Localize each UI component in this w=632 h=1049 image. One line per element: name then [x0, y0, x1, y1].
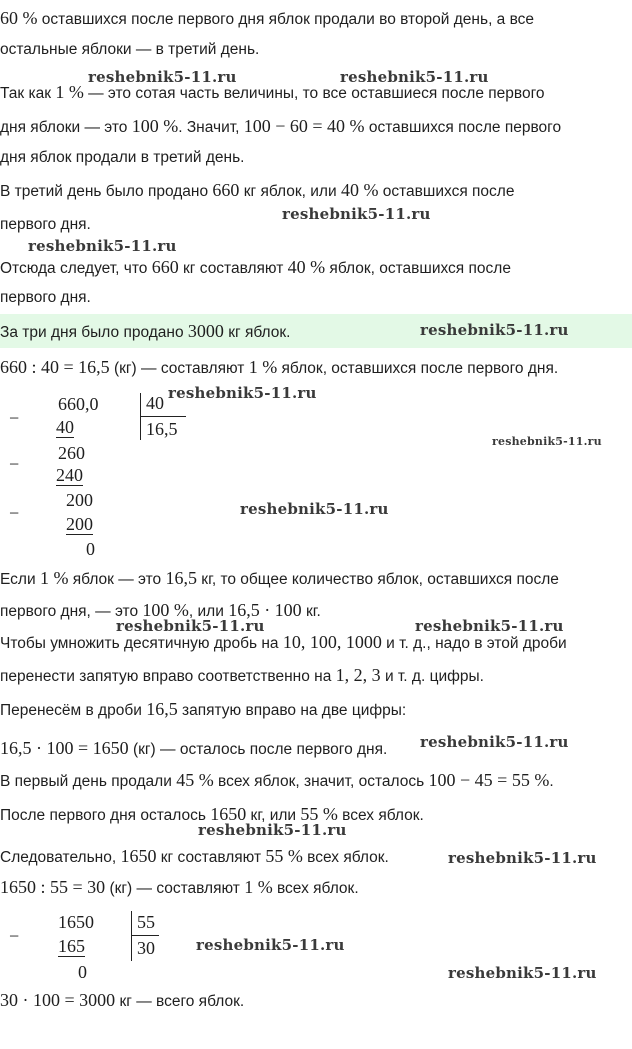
quotient: 16,5 [146, 419, 178, 439]
division-step: 165 [58, 936, 85, 956]
math-expression: 10, 100, 1000 [282, 632, 382, 652]
text-segment: В третий день было продано [0, 183, 213, 200]
math-expression: 16,5 [146, 699, 178, 719]
watermark: reshebnik5-11.ru [88, 68, 237, 86]
watermark: reshebnik5-11.ru [420, 321, 569, 339]
text-line [0, 632, 567, 654]
watermark: reshebnik5-11.ru [240, 500, 389, 518]
watermark: reshebnik5-11.ru [448, 964, 597, 982]
text-segment: всех яблок. [302, 849, 389, 866]
minus-sign: − [9, 408, 20, 428]
minus-sign: − [9, 926, 20, 946]
text-segment: . Значит, [178, 119, 244, 136]
divisor: 55 [137, 912, 155, 932]
minus-sign: − [9, 454, 20, 474]
math-expression: 660 : 40 = 16,5 [0, 357, 110, 377]
math-expression: 16,5 [165, 568, 197, 588]
text-line [0, 357, 558, 379]
text-segment: кг составляют [156, 849, 266, 866]
watermark: reshebnik5-11.ru [196, 936, 345, 954]
watermark: reshebnik5-11.ru [28, 237, 177, 255]
division-step: 200 [66, 514, 93, 534]
watermark: reshebnik5-11.ru [415, 617, 564, 635]
text-line [0, 40, 259, 60]
text-segment: — это сотая часть величины, то все оставшиеся после первого [83, 85, 545, 102]
text-segment: кг яблок. [223, 324, 291, 341]
text-segment: (кг) — осталось после первого дня. [128, 741, 388, 758]
text-segment: Перенесём в дроби [0, 702, 147, 719]
text-segment: кг, то общее количество яблок, оставшихся после [196, 571, 559, 588]
division-step: 40 [56, 417, 74, 437]
math-expression: 55 % [300, 804, 338, 824]
math-expression: 100 − 60 = 40 % [243, 116, 365, 136]
text-segment: перенести запятую вправо соответственно на [0, 668, 336, 685]
minus-sign: − [9, 503, 20, 523]
text-segment: яблок, оставшихся после [325, 260, 511, 277]
division-step: 240 [56, 465, 83, 485]
text-segment: первого дня, — это [0, 603, 143, 620]
text-line [0, 990, 244, 1012]
divisor-line [140, 416, 186, 417]
divisor-line [131, 935, 159, 936]
math-expression: 1650 : 55 = 30 [0, 877, 106, 897]
text-segment: После первого дня осталось [0, 807, 211, 824]
math-expression: 1 % [248, 357, 278, 377]
math-expression: 1 % [39, 568, 69, 588]
text-line [0, 846, 389, 868]
text-segment: яблок, оставшихся после первого дня. [277, 360, 559, 377]
dividend: 660,0 [58, 394, 99, 414]
math-expression: 100 % [142, 600, 189, 620]
text-segment: Отсюда следует, что [0, 260, 152, 277]
text-segment: За три дня было продано [0, 324, 188, 341]
text-line [0, 180, 514, 202]
math-expression: 1650 [210, 804, 247, 824]
watermark: reshebnik5-11.ru [198, 821, 347, 839]
text-segment: всех яблок, значит, осталось [213, 773, 429, 790]
math-expression: 16,5 · 100 [228, 600, 302, 620]
text-segment: кг яблок, или [239, 183, 341, 200]
text-segment: (кг) — составляют [105, 880, 245, 897]
text-segment: оставшихся после первого дня яблок продали во второй день, а все [37, 11, 535, 28]
watermark: reshebnik5-11.ru [492, 435, 602, 448]
math-expression: 40 % [287, 257, 326, 277]
text-segment: . [549, 773, 554, 790]
dividend: 1650 [58, 912, 94, 932]
text-line [0, 770, 554, 792]
math-expression: 60 % [0, 8, 38, 28]
text-segment: Чтобы умножить десятичную дробь на [0, 635, 283, 652]
divisor: 40 [146, 393, 164, 413]
text-segment: (кг) — составляют [109, 360, 249, 377]
text-line [0, 288, 91, 308]
watermark: reshebnik5-11.ru [448, 849, 597, 867]
text-line [0, 148, 244, 168]
text-segment: оставшихся после [378, 183, 515, 200]
text-segment: кг составляют [178, 260, 288, 277]
text-segment: В первый день продали [0, 773, 177, 790]
text-line [0, 699, 406, 721]
text-segment: Следовательно, [0, 849, 121, 866]
division-step: 200 [66, 490, 93, 510]
division-remainder: 0 [78, 962, 87, 982]
watermark: reshebnik5-11.ru [168, 384, 317, 402]
text-segment: всех яблок. [272, 880, 359, 897]
text-segment: первого дня. [0, 289, 91, 306]
division-bar [131, 911, 132, 961]
math-expression: 100 − 45 = 55 % [428, 770, 550, 790]
division-step: 260 [58, 443, 85, 463]
text-segment: кг, или [246, 807, 301, 824]
text-segment: , или [188, 603, 229, 620]
text-segment: и т. д. цифры. [380, 668, 484, 685]
math-expression: 30 · 100 = 3000 [0, 990, 116, 1010]
text-line [0, 116, 561, 138]
text-segment: оставшихся после первого [364, 119, 562, 136]
math-expression: 40 % [340, 180, 379, 200]
math-expression: 1 % [55, 82, 84, 102]
text-line [0, 8, 534, 30]
text-line [0, 877, 359, 899]
text-segment: дня яблоки — это [0, 119, 132, 136]
text-segment: яблок — это [68, 571, 166, 588]
quotient: 30 [137, 938, 155, 958]
text-line [0, 665, 484, 687]
text-segment: первого дня. [0, 216, 91, 233]
math-expression: 660 [212, 180, 240, 200]
division-remainder: 0 [86, 539, 95, 559]
text-segment: всех яблок. [337, 807, 424, 824]
math-expression: 1650 [120, 846, 157, 866]
text-line [0, 215, 91, 235]
watermark: reshebnik5-11.ru [282, 205, 431, 223]
math-expression: 45 % [176, 770, 214, 790]
math-expression: 3000 [187, 321, 224, 341]
math-expression: 660 [151, 257, 179, 277]
math-expression: 1, 2, 3 [335, 665, 381, 685]
text-segment: и т. д., надо в этой дроби [381, 635, 567, 652]
watermark: reshebnik5-11.ru [340, 68, 489, 86]
text-line [0, 568, 559, 590]
text-segment: кг — всего яблок. [115, 993, 245, 1010]
text-segment: Так как [0, 85, 56, 102]
math-expression: 100 % [131, 116, 179, 136]
text-segment: запятую вправо на две цифры: [177, 702, 407, 719]
text-segment: кг. [301, 603, 321, 620]
math-expression: 16,5 · 100 = 1650 [0, 738, 129, 758]
text-line [0, 257, 511, 279]
math-expression: 55 % [265, 846, 303, 866]
text-line [0, 738, 387, 760]
text-segment: остальные яблоки — в третий день. [0, 41, 260, 58]
text-line [0, 321, 290, 343]
watermark: reshebnik5-11.ru [116, 617, 265, 635]
text-segment: Если [0, 571, 40, 588]
watermark: reshebnik5-11.ru [420, 733, 569, 751]
text-segment: дня яблок продали в третий день. [0, 149, 245, 166]
math-expression: 1 % [244, 877, 273, 897]
